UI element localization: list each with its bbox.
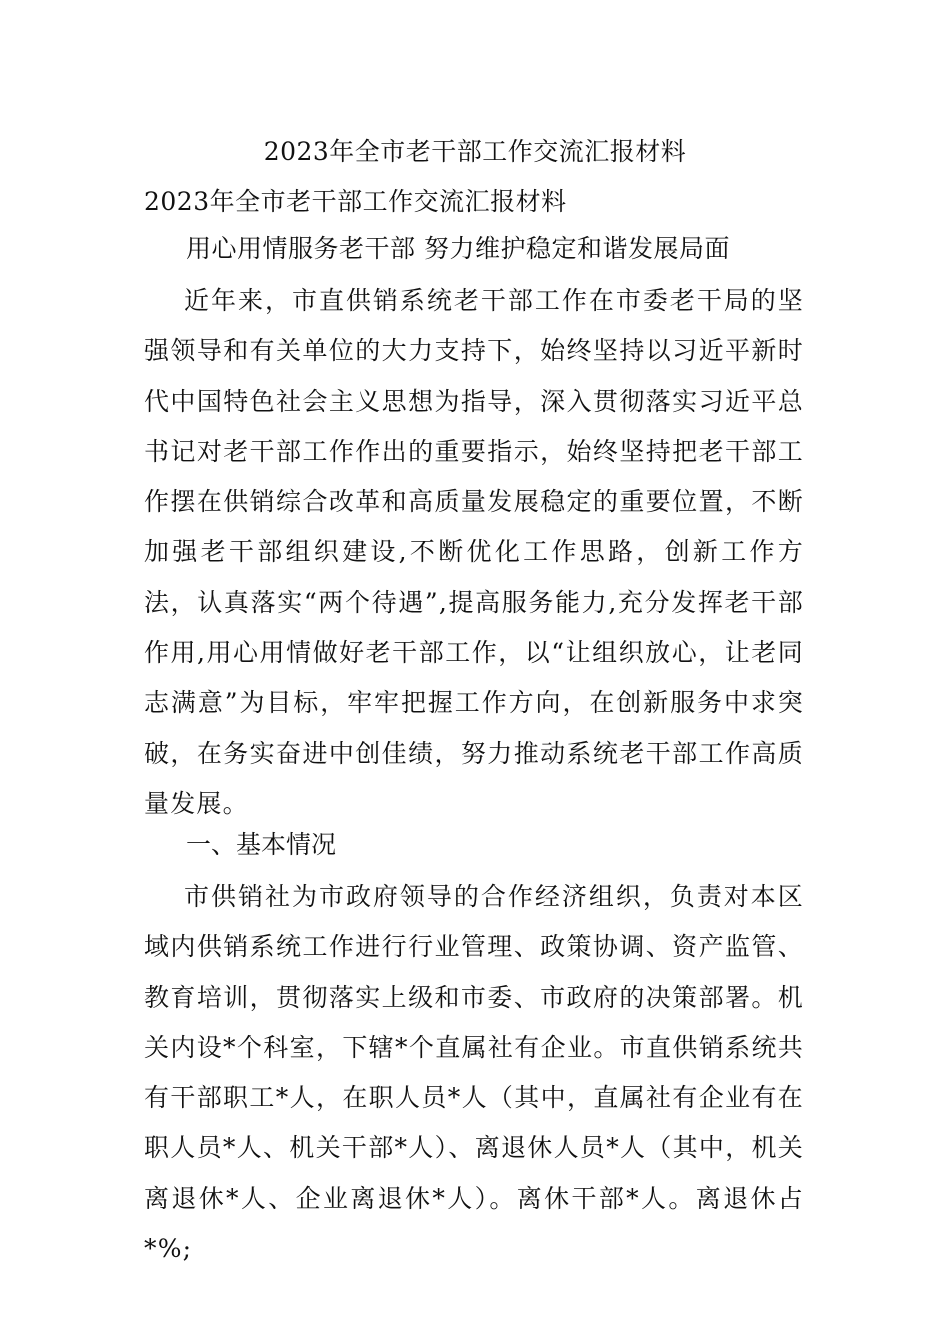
document-title: 2023年全市老干部工作交流汇报材料 xyxy=(263,137,687,166)
document-subtitle: 2023年全市老干部工作交流汇报材料 xyxy=(144,187,567,216)
intro-paragraph: 近年来，市直供销系统老干部工作在市委老干局的坚强领导和有关单位的大力支持下，始终坚持以习近平新时代中国特色社会主义思想为指导，深入贯彻落实习近平总书记对老干部工作作出的重要指示，始终坚持把老干部工作摆在供销综合改革和高质量发展稳定的重要位置，不断加强老干部组织建设,不断优化工作思路，创新工作方法，认真落实“两个待遇”,提高服务能力,充分发挥老干部作用,用心用情做好老干部工作，以“让组织放心，让老同志满意”为目标，牢牢把握工作方向，在创新服务中求突破，在务实奋进中创佳绩，努力推动系统老干部工作高质量发展。 xyxy=(144,286,804,818)
section-heading: 一、基本情况 xyxy=(186,830,337,859)
document-theme-line: 用心用情服务老干部 努力维护稳定和谐发展局面 xyxy=(186,234,730,263)
section-paragraph: 市供销社为市政府领导的合作经济组织，负责对本区域内供销系统工作进行行业管理、政策协调、资产监管、教育培训，贯彻落实上级和市委、市政府的决策部署。机关内设*个科室，下辖*个直属社有企业。市直供销系统共有干部职工*人，在职人员*人（其中，直属社有企业有在职人员*人、机关干部*人）、离退休人员*人（其中，机关离退休*人、企业离退休*人）。离休干部*人。离退休占*%; xyxy=(144,882,804,1264)
